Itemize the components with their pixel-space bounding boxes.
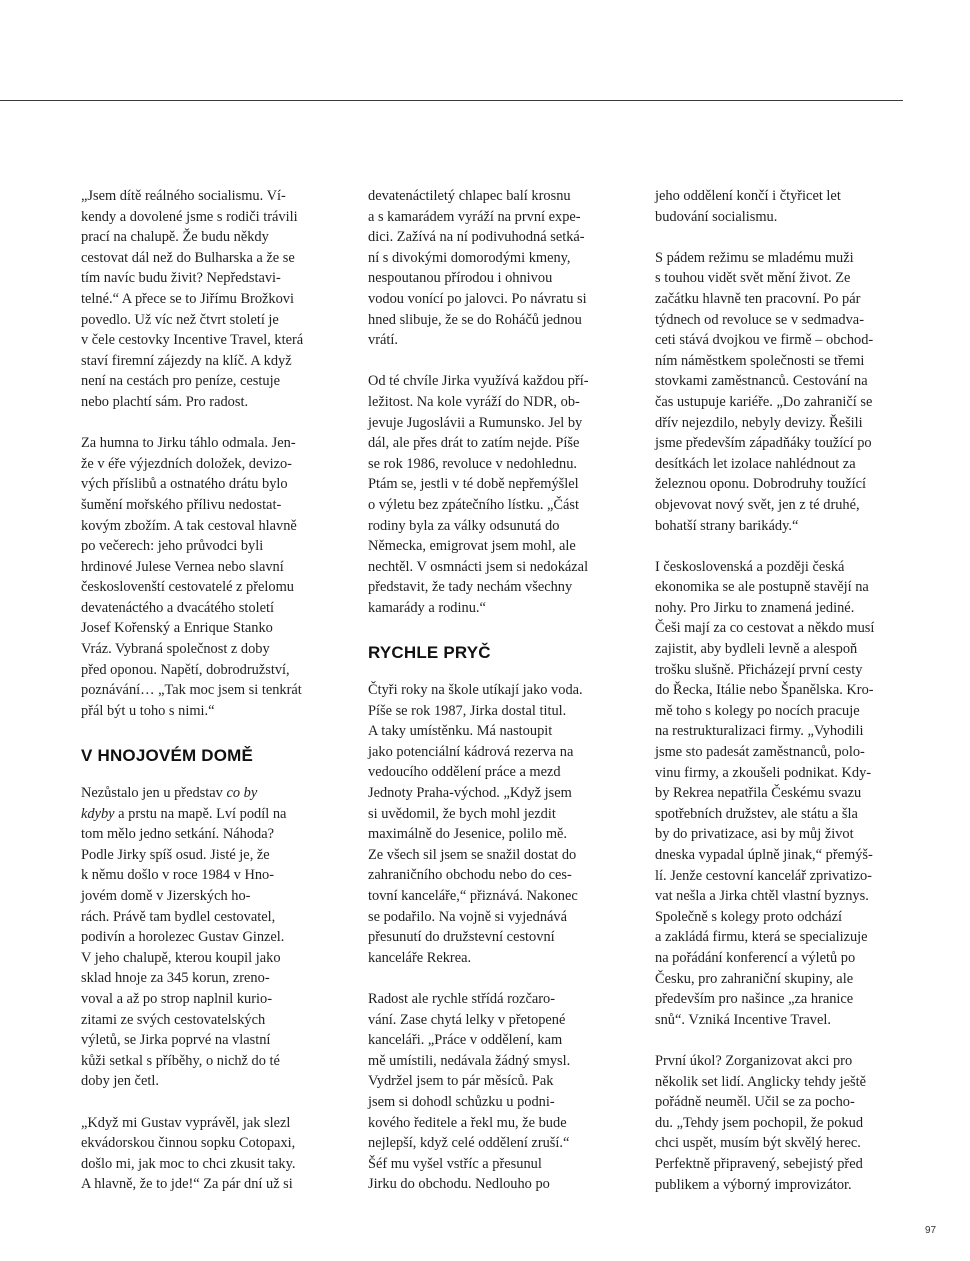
text-line: publikem a výborný improvizátor. (655, 1176, 852, 1193)
text-line: Od té chvíle Jirka využívá každou pří- (368, 373, 589, 390)
text-line: se podařilo. Na vojně si vyjednává (368, 908, 568, 925)
text-line: hned slibuje, že se do Roháčů jednou (368, 311, 582, 328)
text-line: že v éře výjezdních doložek, devizo- (81, 455, 292, 472)
text-line: vodou vonící po jalovci. Po návratu si (368, 290, 587, 307)
text-line: Jednoty Praha-východ. „Když jsem (368, 785, 572, 802)
text-line: Společně s kolegy proto odchází (655, 908, 843, 925)
text-line: českoslovenští cestovatelé z přelomu (81, 579, 294, 596)
text-line: kanceláři. „Práce v oddělení, kam (368, 1032, 563, 1049)
text-line: tovní kanceláře,“ přiznává. Nakonec (368, 888, 578, 904)
top-rule (0, 100, 903, 101)
text-line: vých příslibů a ostnatého drátu bylo (81, 476, 288, 493)
text-line: nejlepší, když celé oddělení zruší.“ (368, 1135, 570, 1152)
text-line: snů“. Vzniká Incentive Travel. (655, 1011, 831, 1028)
text-line: došlo mi, jak moc to chci zkusit taky. (81, 1155, 296, 1172)
text-line: ležitost. Na kole vyráží do NDR, ob- (368, 393, 580, 410)
text-line: tím navíc budu živit? Nepředstavi- (81, 270, 281, 287)
text-line: přál být u toho s nimi.“ (81, 702, 215, 719)
column-3 (655, 186, 917, 1216)
text-line: mě toho s kolegy po nocích pracuje (655, 702, 860, 719)
text-line: před oponou. Napětí, dobrodružství, (81, 661, 290, 678)
text-line: poznávání… „Tak moc jsem si tenkrát (81, 682, 302, 699)
text-line: se rok 1986, revoluce v nedohlednu. (368, 455, 578, 472)
text-line: „Když mi Gustav vyprávěl, jak slezl (81, 1114, 291, 1131)
section-heading: V HNOJOVÉM DOMĚ (81, 746, 254, 766)
text-line: začátku hlavně ten pracovní. Po pár (655, 290, 861, 307)
text-line: Čtyři roky na škole utíkají jako voda. (368, 682, 583, 699)
text-line: devatenáctiletý chlapec balí krosnu (368, 188, 571, 204)
text-line: zitami ze svých cestovatelských (81, 1011, 266, 1028)
text-line: jsem si dohodl schůzku u podni- (368, 1093, 555, 1110)
text-line: I československá a později česká (655, 558, 845, 575)
paragraph (81, 783, 343, 1092)
text-line: nebo plachtí sám. Pro radost. (81, 393, 249, 410)
text-line: jako potenciální kádrová rezerva na (368, 743, 574, 760)
text-line: S pádem režimu se mladému muži (655, 249, 854, 266)
text-line: Německa, emigrovat jsem mohl, ale (368, 538, 576, 555)
text-line: ekonomika se ale postupně stavějí na (655, 579, 869, 596)
paragraph (368, 989, 630, 1195)
text-line: především pro našince „za hranice (655, 991, 854, 1008)
text-line: na pořádání konferencí a výletů po (655, 949, 856, 966)
text-line: kovým zbožím. A tak cestoval hlavně (81, 517, 297, 534)
text-line: výletů, se Jirka poprvé na vlastní (81, 1032, 271, 1049)
paragraph (655, 557, 917, 1031)
text-line: desítkách let izolace nahlédnout za (655, 455, 856, 472)
text-line: v čele cestovky Incentive Travel, která (81, 332, 304, 349)
text-line: staví firemní zájezdy na klíč. A když (81, 352, 292, 369)
text-line: A hlavně, že to jde!“ Za pár dní už si (81, 1176, 293, 1193)
text-line: železnou oponu. Dobrodruhy toužící (655, 476, 867, 493)
text-line: budování socialismu. (655, 208, 778, 225)
text-line: by Rekrea nepatřila Českému svazu (655, 785, 862, 802)
column-2 (368, 186, 630, 1216)
paragraph (368, 680, 630, 968)
text-line: trošku slušně. Přicházejí první cesty (655, 661, 863, 678)
text-line: jsme především západňáky toužící po (655, 435, 872, 452)
text-line: cestovat dál než do Bulharska a že se (81, 249, 295, 266)
text-line: dici. Zažívá na ní podivuhodná setká- (368, 229, 585, 246)
text-line: Češi mají za co cestovat a někdo musí (655, 620, 875, 637)
text-line: vedoucího oddělení práce a mezd (368, 764, 561, 781)
text-line: několik set lidí. Anglicky tehdy ještě (655, 1073, 867, 1090)
text-line: vinu firmy, a zkoušeli podnikat. Kdy- (655, 764, 872, 781)
text-line: Ptám se, jestli v té době nepřemýšlel (368, 476, 579, 493)
text-line: podivín a horolezec Gustav Ginzel. (81, 929, 285, 946)
text-line: jeho oddělení končí i čtyřicet let (655, 188, 841, 204)
text-line: týdnech od revoluce se v sedmadva- (655, 311, 864, 328)
text-line: Za humna to Jirku táhlo odmala. Jen- (81, 435, 296, 452)
text-line: vat nešla a Jirka chtěl vlastní byznys. (655, 888, 869, 905)
text-line: jevuje Jugoslávii a Rumunsko. Jel by (368, 414, 583, 431)
text-line: není na cestách pro peníze, cestuje (81, 373, 280, 390)
text-line: ceti stává dvojkou ve firmě – obchod- (655, 332, 874, 349)
text-line: spotřebních družstev, ale státu a šla (655, 805, 858, 822)
text-line: po večerech: jeho průvodci byli (81, 538, 264, 555)
text-line: ní s divokými domorodými kmeny, (368, 249, 571, 266)
text-line: a s kamarádem vyráží na první expe- (368, 208, 581, 225)
text-line: do Řecka, Itálie nebo Španělska. Kro- (655, 682, 874, 699)
text-line: dneska vypadal úplně jinak,“ přemýš- (655, 847, 873, 863)
paragraph (655, 186, 917, 227)
paragraph (655, 1051, 917, 1195)
text-line: Jirku do obchodu. Nedlouho po (368, 1176, 550, 1193)
text-line: rodiny byla za války odsunutá do (368, 517, 560, 534)
text-line: kendy a dovolené jsme s rodiči trávili (81, 208, 298, 225)
text-line: maximálně do Jesenice, polilo mě. (368, 826, 568, 843)
text-line: A taky umístěnku. Má nastoupit (368, 723, 553, 740)
text-line: Josef Kořenský a Enrique Stanko (81, 620, 273, 637)
text-line: chci uspět, musím být skvělý herec. (655, 1135, 861, 1152)
text-line: První úkol? Zorganizovat akci pro (655, 1052, 853, 1069)
text-line: sklad hnoje za 345 korun, zreno- (81, 970, 270, 987)
text-line: zahraničního obchodu nebo do ces- (368, 867, 572, 884)
text-line: dál, ale přes drát to zatím nejde. Píše (368, 435, 580, 452)
text-line: dřív nejezdilo, nebyly devizy. Řešili (655, 414, 863, 431)
text-line: nechtěl. V osmnácti jsem si nedokázal (368, 558, 589, 575)
text-line: prací na chalupě. Že budu někdy (81, 229, 269, 246)
text-line: Píše se rok 1987, Jirka dostal titul. (368, 702, 567, 719)
text-line: „Jsem dítě reálného socialismu. Ví- (81, 188, 286, 204)
paragraph (368, 186, 630, 351)
text-line: si uvědomil, že bych mohl jezdit (368, 805, 556, 822)
text-line: jsme sto padesát zaměstnanců, polo- (655, 744, 865, 761)
text-line: o výletu bez zpátečního lístku. „Část (368, 496, 580, 513)
text-line: kanceláře Rekrea. (368, 949, 472, 966)
text-line: telné.“ A přece se to Jiřímu Brožkovi (81, 290, 295, 307)
text-line: doby jen četl. (81, 1073, 159, 1090)
text-line: Vydržel jsem to pár měsíců. Pak (368, 1073, 554, 1090)
text-line: jovém domě v Jizerských ho- (81, 888, 251, 904)
text-line: Radost ale rychle střídá rozčaro- (368, 990, 555, 1007)
text-line: bohatší strany barikády.“ (655, 517, 799, 534)
text-line: ním náměstkem společnosti se třemi (655, 352, 865, 369)
text-line: by do privatizace, asi by můj život (655, 826, 854, 843)
text-line: hrdinové Julese Vernea nebo slavní (81, 558, 284, 575)
text-line: šumění mořského přílivu nedostat- (81, 496, 282, 513)
text-line: na restrukturalizaci firmy. „Vyhodili (655, 723, 864, 740)
text-line: k němu došlo v roce 1984 v Hno- (81, 867, 275, 884)
text-line: kdyby a prstu na mapě. Lví podíl na (81, 805, 287, 822)
text-line: V jeho chalupě, kterou koupil jako (81, 949, 281, 966)
text-line: a zakládá firmu, která se specializuje (655, 929, 868, 946)
text-line: Šéf mu vyšel vstříc a přesunul (368, 1155, 542, 1172)
page-number: 97 (925, 1225, 937, 1236)
text-line: nohy. Pro Jirku to znamená jediné. (655, 599, 855, 616)
text-line: pořádně neuměl. Učil se za pocho- (655, 1094, 855, 1111)
text-line: kůži setkal s příběhy, o nichž do té (81, 1052, 280, 1069)
text-line: stovkami zaměstnanců. Cestování na (655, 373, 868, 390)
paragraph (368, 371, 630, 618)
text-line: rách. Právě tam bydlel cestovatel, (81, 908, 276, 925)
text-line: přesunutí do družstevní cestovní (368, 929, 555, 946)
text-line: tom mělo jedno setkání. Náhoda? (81, 826, 275, 843)
text-line: Podle Jirky spíš osud. Jisté je, že (81, 846, 270, 863)
text-line: devatenáctého a dvacátého století (81, 599, 274, 616)
section-heading: RYCHLE PRYČ (368, 643, 491, 663)
column-1 (81, 186, 343, 1216)
paragraph (81, 1113, 343, 1195)
text-line: Česku, pro zahraniční skupiny, ale (655, 970, 854, 987)
text-line: ekvádorskou činnou sopku Cotopaxi, (81, 1135, 296, 1152)
text-line: kového ředitele a řekl mu, že bude (368, 1114, 567, 1131)
text-line: objevovat nový svět, jen z té druhé, (655, 496, 860, 513)
text-line: mě umístili, nedávala žádný smysl. (368, 1052, 571, 1069)
text-line: představit, že tady nechám všechny (368, 579, 573, 596)
text-line: vání. Zase chytá lelky v přetopené (368, 1011, 566, 1028)
text-line: lí. Jenže cestovní kancelář zprivatizo- (655, 867, 872, 884)
text-line: du. „Tehdy jsem pochopil, že pokud (655, 1114, 864, 1131)
text-line: vrátí. (368, 332, 398, 349)
text-line: Perfektně připravený, sebejistý před (655, 1155, 863, 1172)
paragraph (655, 248, 917, 536)
text-line: povedlo. Už víc než čtvrt století je (81, 311, 279, 328)
text-line: s touhou vidět svět mění život. Ze (655, 270, 851, 287)
text-line: Vráz. Vybraná společnost z doby (81, 641, 270, 658)
text-line: kamarády a rodinu.“ (368, 599, 486, 616)
paragraph (81, 186, 343, 413)
text-line: Nezůstalo jen u představ co by (81, 785, 258, 802)
text-line: nespoutanou přírodou i ohnivou (368, 270, 553, 287)
text-line: čas ustupuje kariéře. „Do zahraničí se (655, 393, 873, 410)
text-line: voval a až po strop naplnil kurio- (81, 990, 273, 1007)
text-line: Ze všech sil jsem se snažil dostat do (368, 846, 577, 863)
text-line: zajistit, aby bydleli levně a alespoň (655, 641, 858, 658)
paragraph (81, 433, 343, 721)
